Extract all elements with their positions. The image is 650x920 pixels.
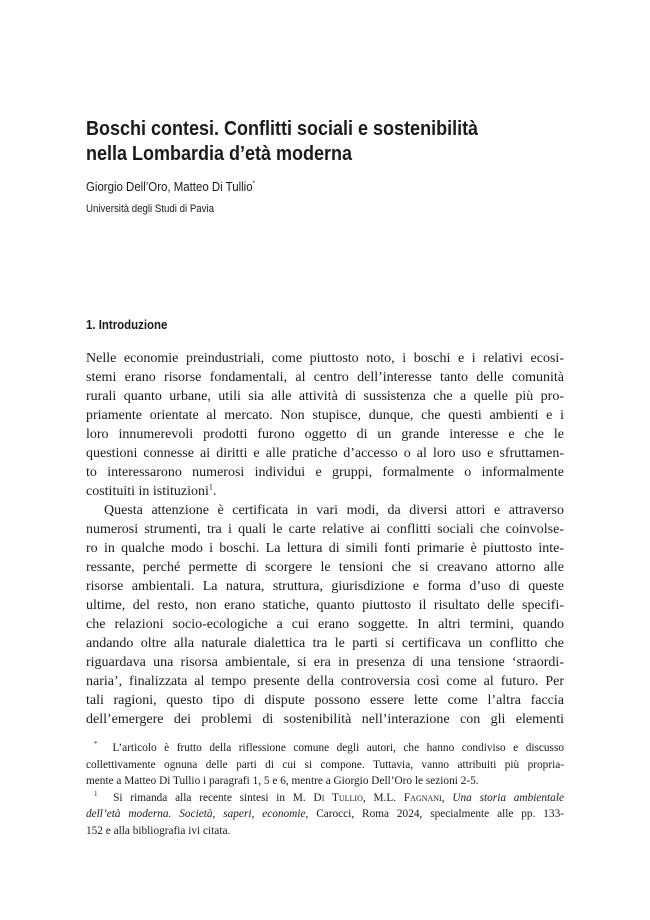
footnote-line [86, 740, 564, 757]
text-fragment: T [324, 791, 339, 804]
title-line: Boschi contesi. Conflitti sociali e sostenibilità [86, 118, 479, 140]
text-line: stemi erano risorse fondamentali, al centro dell’interesse tanto delle comunità [86, 370, 564, 385]
text-line: priamente orientate al mercato. Non stupisce, dunque, che questi ambienti e i [86, 408, 564, 423]
text-line: numerosi strumenti, tra i quali le carte relative ai conflitti sociali che coinvolse- [86, 522, 564, 537]
paragraph [86, 501, 564, 729]
text-line: risorse ambientali. La natura, struttura, giurisdizione e forma d’uso di queste [86, 579, 564, 594]
text-fragment: , M.L. F [362, 791, 411, 804]
text-fragment: costituiti in istituzioni [86, 484, 209, 499]
book-title: dell’età moderna. Società, saperi, economie [86, 808, 306, 820]
text-fragment: Si rimanda alla recente sintesi in M. D [113, 791, 322, 804]
author-smallcaps: agnani [410, 791, 442, 804]
author-smallcaps: ullio [338, 791, 363, 804]
body-text [86, 349, 564, 729]
section-heading: 1. Introduzione [86, 317, 168, 332]
text-line: Nelle economie preindustriali, come piuttosto noto, i boschi e i relativi ecosi- [86, 351, 564, 366]
authors-text: Giorgio Dell’Oro, Matteo Di Tullio [86, 179, 253, 194]
affiliation: Università degli Studi di Pavia [86, 203, 215, 215]
text-fragment: L’articolo è frutto della riflessione comune degli autori, che hanno condiviso e discusso [112, 742, 564, 754]
text-line: tali ragioni, questo tipo di dispute possono essere lette come l’altra faccia [86, 693, 564, 708]
text-line: riguardava una risorsa ambientale, si era in presenza di una tensione ‘straordi- [86, 655, 564, 670]
book-title: Una storia ambientale [452, 791, 564, 804]
author-footnote-mark: * [252, 180, 255, 188]
text-line: naria’, finalizzata al tempo presente della controversia così come al futuro. Per [86, 674, 564, 689]
text-line: loro innumerevoli prodotti furono oggetto di un grande interesse e che le [86, 427, 564, 442]
footnote-line: 152 e alla bibliografia ivi citata. [86, 824, 231, 837]
text-line: dell’emergere dei problemi di sostenibilità nell’interazione con gli elementi [86, 712, 564, 727]
text-line: ro in qualche modo i boschi. La lettura di simili fonti primarie è piuttosto inte- [86, 541, 564, 556]
footnote-star [86, 740, 564, 790]
footnote-line: mente a Matteo Di Tullio i paragrafi 1, 5 e 6, mentre a Giorgio Dell’Oro le sezioni 2-5. [86, 775, 479, 787]
text-line: to interessarono numerosi individui e gruppi, formalmente o informalmente [86, 465, 564, 480]
title-line: nella Lombardia d’età moderna [86, 143, 353, 165]
footnote-line: collettivamente ognuna delle parti di cui si compone. Tuttavia, vanno attribuiti più propria- [86, 758, 564, 771]
footnote-ref[interactable]: 1 [208, 482, 213, 492]
article-title [86, 117, 536, 167]
text-line: che relazioni socio-ecologiche a cui erano soggette. In altri termini, quando [86, 617, 564, 632]
text-line: questioni connesse ai diritti e alle pratiche d’accesso o al loro uso e sfruttamen- [86, 446, 564, 461]
footnote-line [86, 790, 564, 807]
author-smallcaps: i [321, 791, 325, 804]
footnote-1 [86, 790, 564, 840]
footnote-line [86, 806, 564, 823]
text-fragment: , [441, 791, 453, 804]
footnote-mark: 1 [94, 789, 98, 798]
text-fragment: . [212, 484, 217, 499]
text-line [86, 482, 564, 501]
footnote-mark: * [94, 740, 98, 749]
text-line: rurali quanto urbane, utili sia alle attività di sussistenza che a quelle più pro- [86, 389, 564, 404]
text-line: ressante, perché permette di scorgere le tensioni che si creavano attorno alle [86, 560, 564, 575]
text-line: andando oltre alla naturale dialettica tra le parti si certificava un conflitto che [86, 636, 564, 651]
footnotes [86, 740, 564, 839]
author-list [86, 179, 255, 195]
text-fragment: , Carocci, Roma 2024, specialmente alle pp. 133- [305, 808, 564, 820]
text-line: Questa attenzione è certificata in vari modi, da diversi attori e attraverso [104, 503, 564, 518]
text-line: ultime, del resto, non erano statiche, quanto piuttosto il risultato delle specifi- [86, 598, 564, 613]
paragraph [86, 349, 564, 501]
